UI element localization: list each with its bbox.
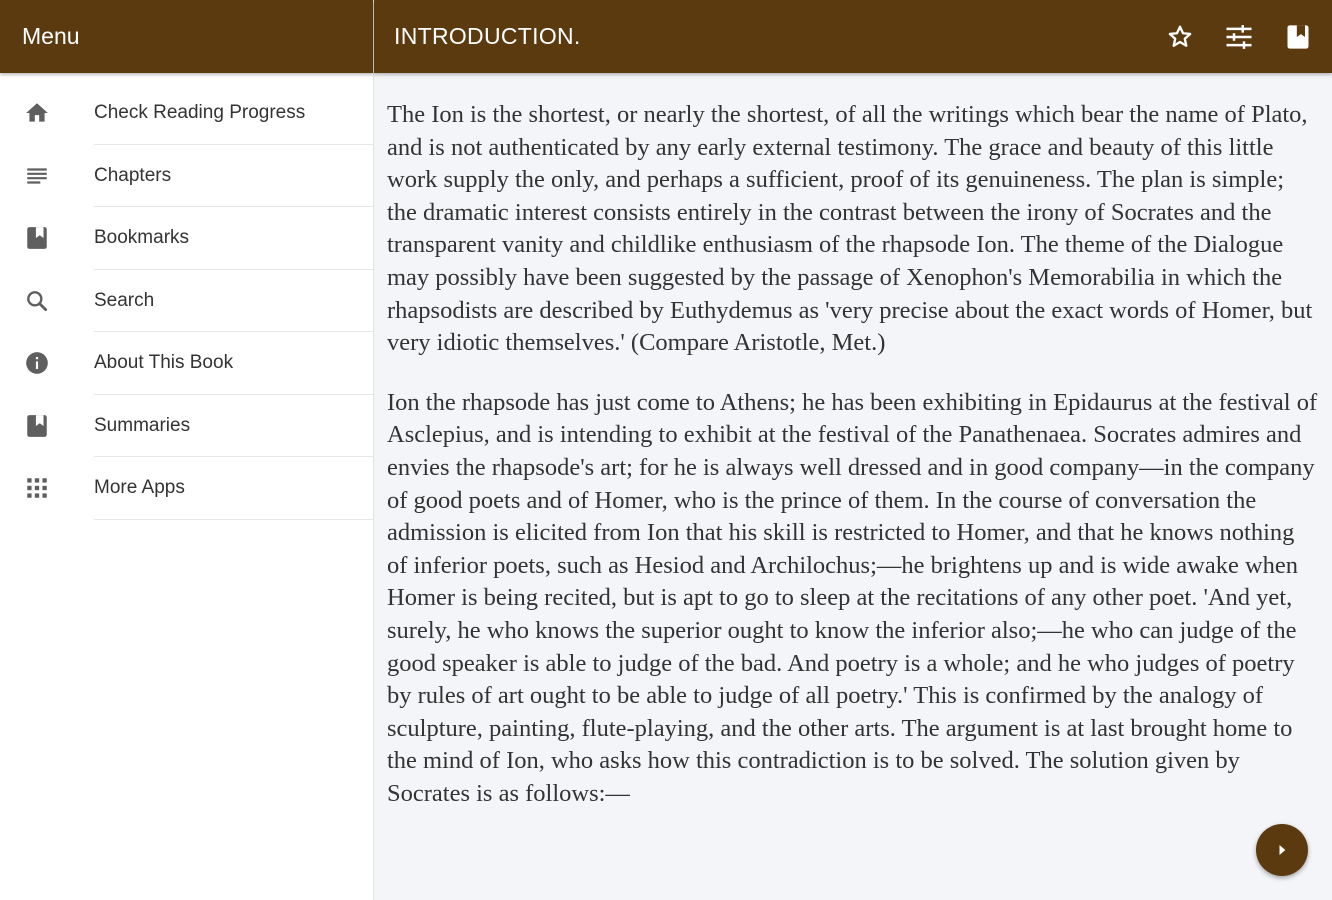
book-icon bbox=[23, 412, 51, 440]
menu-item-label: Summaries bbox=[94, 414, 191, 436]
menu-item-label: More Apps bbox=[94, 477, 185, 499]
search-icon bbox=[23, 287, 51, 315]
menu-item-label: Chapters bbox=[94, 164, 172, 186]
home-icon bbox=[23, 99, 51, 127]
menu-item-summaries[interactable] bbox=[0, 395, 373, 458]
paragraph: The Ion is the shortest, or nearly the shortest, of all the writings which bear the name of Plato, and is not authenticated by any early external testimony. The grace and beauty of this little work supply the only, and perhaps a sufficient, proof of its genuineness. The plan is simple; the dramatic interest consists entirely in the contrast between the irony of Socrates and the transparent vanity and childlike enthusiasm of the rhapsode Ion. The theme of the Dialogue may possibly have been suggested by the passage of Xenophon's Memorabilia in which the rhapsodists are described by Euthydemus as 'very precise about the exact words of Homer, but very idiotic themselves.' (Compare Aristotle, Met.) bbox=[387, 101, 1313, 357]
book-icon bbox=[23, 224, 51, 252]
paragraph: Ion the rhapsode has just come to Athens; he has been exhibiting in Epidaurus at the festival of Asclepius, and is intending to exhibit at the festival of the Panathenaea. Socrates admires and envies the rhapsode's art; for he is always well dressed and in good company—in the company of good poets and of Homer, who is the prince of them. In the course of conversation the admission is elicited from Ion that his skill is restricted to Homer, and that he knows nothing of inferior poets, such as Hesiod and Archilochus;—he brightens up and is wide awake when Homer is being recited, but is apt to go to sleep at the recitations of any other poet. 'And yet, surely, he who knows the superior ought to know the inferior also;—he who can judge of the good speaker is able to judge of the bad. And poetry is a whole; and he who judges of poetry by rules of art ought to be able to judge of all poetry.' This is confirmed by the analogy of sculpture, painting, flute-playing, and the other arts. The argument is at last brought home to the mind of Ion, who asks how this contradiction is to be solved. The solution given by Socrates is as follows:— bbox=[387, 388, 1318, 807]
app-bar-actions bbox=[1136, 0, 1332, 73]
navigation-drawer bbox=[0, 0, 374, 900]
bookmarks-button[interactable] bbox=[1283, 22, 1313, 52]
chapter-text bbox=[374, 73, 1332, 810]
app-bar bbox=[374, 0, 1332, 73]
play-arrow-icon bbox=[1272, 840, 1292, 860]
menu-item-label: Search bbox=[94, 289, 155, 311]
page-title: INTRODUCTION. bbox=[394, 23, 581, 49]
drawer-title: Menu bbox=[0, 0, 373, 73]
menu-item-label: Check Reading Progress bbox=[94, 102, 306, 124]
list-icon bbox=[23, 162, 51, 190]
book-icon bbox=[1284, 23, 1312, 51]
menu-item-label: About This Book bbox=[94, 352, 234, 374]
star-icon bbox=[1166, 23, 1194, 51]
grid-icon bbox=[23, 474, 51, 502]
menu-item-bookmarks[interactable] bbox=[0, 207, 373, 270]
menu-item-more-apps[interactable] bbox=[0, 457, 373, 520]
menu-item-check-reading-progress[interactable] bbox=[0, 82, 373, 145]
sliders-icon bbox=[1224, 22, 1254, 52]
menu-item-search[interactable] bbox=[0, 270, 373, 333]
menu-list bbox=[0, 82, 373, 520]
menu-item-about-this-book[interactable] bbox=[0, 332, 373, 395]
next-page-button[interactable] bbox=[1256, 824, 1308, 876]
reading-settings-button[interactable] bbox=[1224, 22, 1254, 52]
info-icon bbox=[23, 349, 51, 377]
reader-pane bbox=[374, 0, 1332, 900]
bookmark-star-button[interactable] bbox=[1165, 22, 1195, 52]
menu-item-label: Bookmarks bbox=[94, 227, 190, 249]
menu-item-chapters[interactable] bbox=[0, 145, 373, 208]
